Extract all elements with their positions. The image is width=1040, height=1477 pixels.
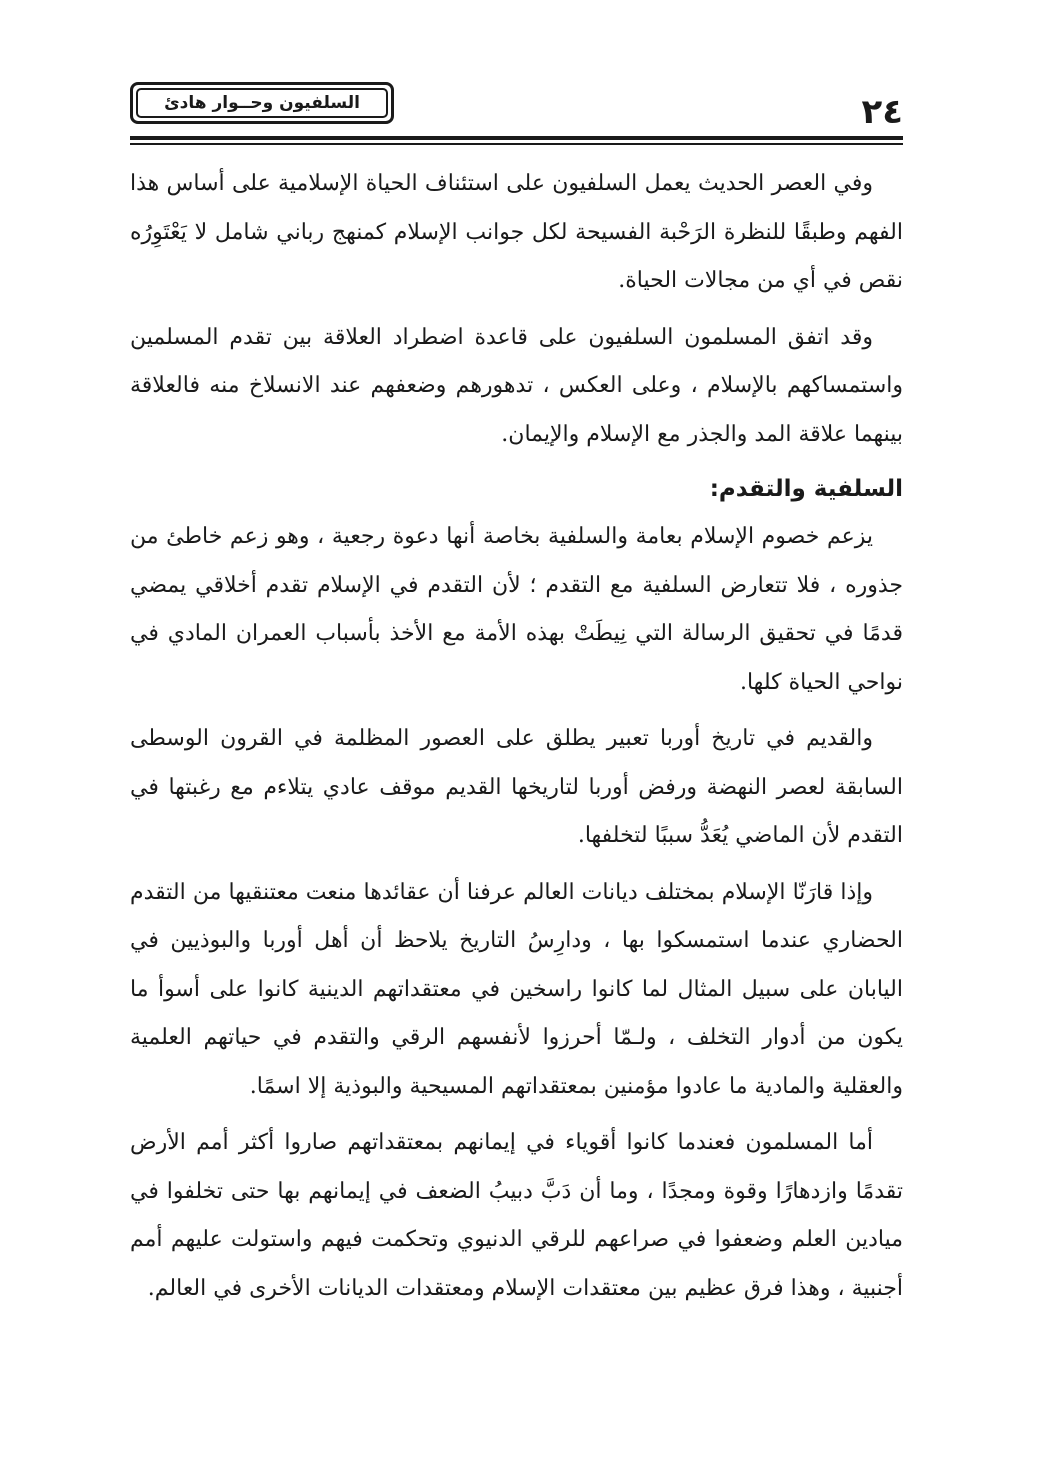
paragraph-1: وفي العصر الحديث يعمل السلفيون على استئناف الحياة الإسلامية على أساس هذا الفهم وطبقًا للنظرة الرَحْبة الفسيحة لكل جوانب الإسلام كمنهج رباني شامل لا يَعْتَوِرُه نقص في أي من مجالات الحياة. xyxy=(130,171,903,293)
running-title: السلفيون وحــوار هادئ xyxy=(136,88,388,118)
header-rule-thick xyxy=(130,136,903,140)
paragraph-6: أما المسلمون فعندما كانوا أقوياء في إيمانهم بمعتقداتهم صاروا أكثر أمم الأرض تقدمًا وازدهارًا وقوة ومجدًا ، وما أن دَبَّ دبيبُ الضعف في إيمانهم بها حتى تخلفوا في ميادين العلم وضعفوا في صراعهم للرقي الدنيوي وتحكمت فيهم واستولت عليهم أمم أجنبية ، وهذا فرق عظيم بين معتقدات الإسلام ومعتقدات الديانات الأخرى في العالم. xyxy=(130,1130,903,1301)
page-header xyxy=(130,82,903,148)
page-number: ٢٤ xyxy=(861,92,903,132)
page-body xyxy=(130,160,903,1321)
paragraph-3: يزعم خصوم الإسلام بعامة والسلفية بخاصة أنها دعوة رجعية ، وهو زعم خاطئ من جذوره ، فلا تتعارض السلفية مع التقدم ؛ لأن التقدم في الإسلام تقدم أخلاقي يمضي قدمًا في تحقيق الرسالة التي نِيطَتْ بهذه الأمة مع الأخذ بأسباب العمران المادي في نواحي الحياة كلها. xyxy=(130,524,903,695)
section-heading: السلفية والتقدم: xyxy=(709,476,903,502)
header-rule-thin xyxy=(130,143,903,145)
paragraph-5: وإذا قارَنّا الإسلام بمختلف ديانات العالم عرفنا أن عقائدها منعت معتنقيها من التقدم الحضاري عندما استمسكوا بها ، ودارِسُ التاريخ يلاحظ أن أهل أوربا والبوذيين في اليابان على سبيل المثال لما كانوا راسخين في معتقداتهم الدينية كانوا على أسوأ ما يكون من أدوار التخلف ، ولـمّا أحرزوا لأنفسهم الرقي والتقدم في حياتهم العلمية والعقلية والمادية ما عادوا مؤمنين بمعتقداتهم المسيحية والبوذية إلا اسمًا. xyxy=(130,879,903,1099)
paragraph-4: والقديم في تاريخ أوربا تعبير يطلق على العصور المظلمة في القرون الوسطى السابقة لعصر النهضة ورفض أوربا لتاريخها القديم موقف عادي يتلاءم مع رغبتها في التقدم لأن الماضي يُعَدُّ سببًا لتخلفها. xyxy=(130,726,903,848)
running-title-frame xyxy=(130,82,394,124)
paragraph-2: وقد اتفق المسلمون السلفيون على قاعدة اضطراد العلاقة بين تقدم المسلمين واستمساكهم بالإسلام ، وعلى العكس ، تدهورهم وضعفهم عند الانسلاخ منه فالعلاقة بينهما علاقة المد والجذر مع الإسلام والإيمان. xyxy=(130,324,903,447)
